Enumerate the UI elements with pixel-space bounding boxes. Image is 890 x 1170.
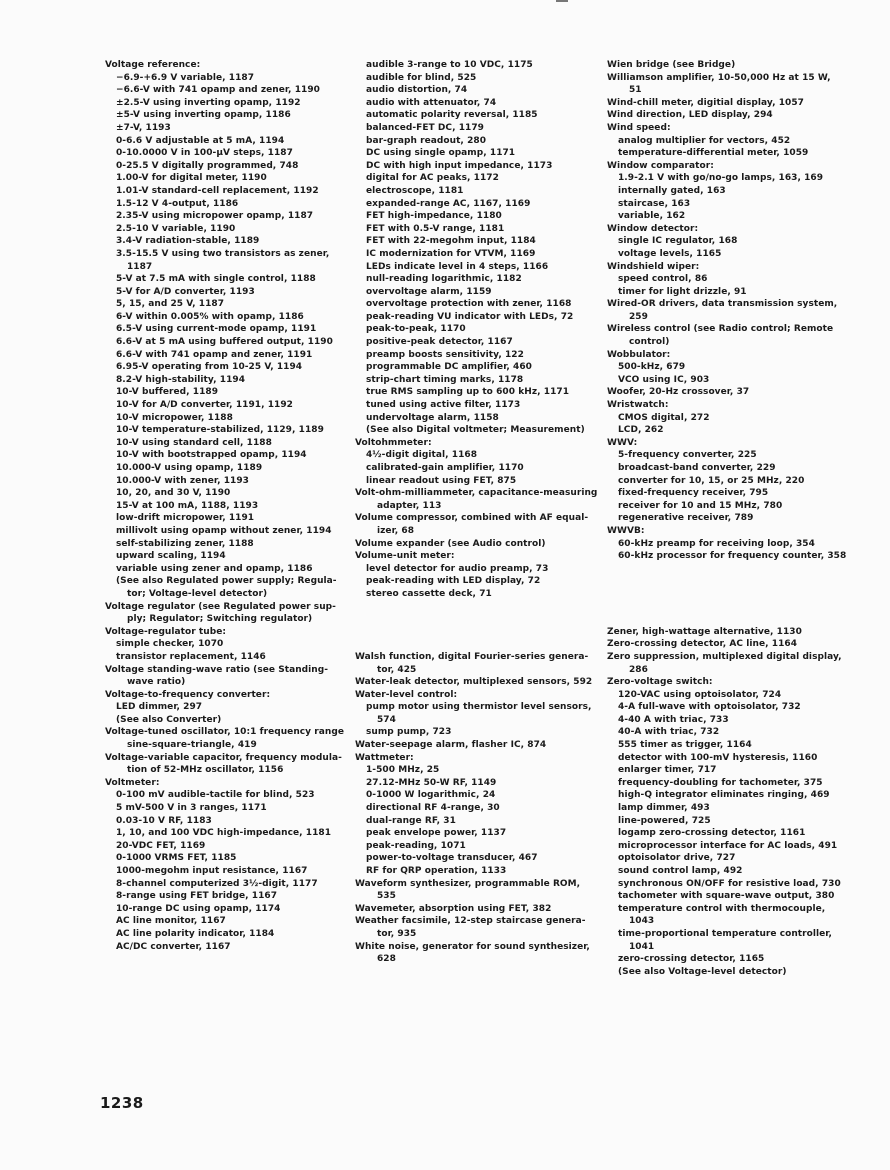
index-entry: CMOS digital, 272	[618, 412, 710, 423]
index-entry: calibrated-gain amplifier, 1170	[366, 463, 524, 473]
index-entry: (See also Converter)	[116, 714, 222, 725]
index-entry: transistor replacement, 1146	[116, 651, 266, 662]
index-entry: 1.01-V standard-cell replacement, 1192	[116, 185, 319, 196]
section-gap	[607, 601, 857, 614]
index-entry: sound control lamp, 492	[618, 866, 743, 876]
index-entry: dual-range RF, 31	[366, 815, 456, 826]
index-entry: zero-crossing detector, 1165	[618, 954, 765, 965]
index-entry: temperature-differential meter, 1059	[618, 148, 809, 159]
index-entry: 0.03-10 V RF, 1183	[116, 815, 212, 826]
index-entry: 8-channel computerized 3½-digit, 1177	[116, 878, 318, 889]
index-column-left	[105, 59, 344, 953]
index-entry: directional RF 4-range, 30	[366, 803, 500, 814]
index-entry: FET with 0.5-V range, 1181	[366, 223, 505, 234]
index-entry: 0-6.6 V adjustable at 5 mA, 1194	[116, 135, 285, 146]
index-entry: 500-kHz, 679	[618, 362, 686, 373]
index-heading: Volume expander (see Audio control)	[355, 538, 546, 549]
index-entry: LCD, 262	[618, 425, 664, 436]
index-entry: 628	[377, 954, 396, 965]
index-entry: −6.9-+6.9 V variable, 1187	[116, 72, 255, 83]
index-entry: true RMS sampling up to 600 kHz, 1171	[366, 387, 570, 398]
index-heading: Water-leak detector, multiplexed sensors, 592	[355, 677, 593, 688]
index-heading: Voltage-variable capacitor, frequency modula-	[105, 752, 342, 763]
index-entry: tor; Voltage-level detector)	[127, 588, 268, 599]
index-entry: digital for AC peaks, 1172	[366, 173, 499, 184]
index-entry: variable using zener and opamp, 1186	[116, 563, 313, 574]
index-entry: 6.95-V operating from 10-25 V, 1194	[116, 362, 303, 373]
index-entry: 0-100 mV audible-tactile for blind, 523	[116, 790, 315, 801]
index-entry: 574	[377, 714, 396, 725]
index-entry: 10-V buffered, 1189	[116, 387, 219, 398]
index-heading: Waveform synthesizer, programmable ROM,	[355, 878, 581, 889]
section-gap	[607, 563, 857, 576]
index-entry: bar-graph readout, 280	[366, 135, 487, 146]
index-entry: 5 mV-500 V in 3 ranges, 1171	[116, 803, 267, 814]
index-entry: LEDs indicate level in 4 steps, 1166	[366, 261, 549, 272]
index-entry: 1, 10, and 100 VDC high-impedance, 1181	[116, 828, 332, 839]
index-entry: overvoltage alarm, 1159	[366, 286, 492, 297]
index-heading: Water-level control:	[355, 689, 458, 700]
index-entry: 6.6-V with 741 opamp and zener, 1191	[116, 349, 313, 360]
index-heading: Wristwatch:	[607, 400, 669, 411]
index-heading: Walsh function, digital Fourier-series genera-	[355, 651, 589, 662]
index-entry: 60-kHz processor for frequency counter, 358	[618, 551, 847, 562]
index-entry: 0-25.5 V digitally programmed, 748	[116, 160, 299, 171]
index-entry: temperature control with thermocouple,	[618, 903, 826, 914]
index-entry: peak-to-peak, 1170	[366, 324, 466, 335]
index-entry: single IC regulator, 168	[618, 236, 738, 247]
index-entry: analog multiplier for vectors, 452	[618, 135, 791, 146]
index-entry: upward scaling, 1194	[116, 551, 226, 562]
index-entry: 4-40 A with triac, 733	[618, 714, 729, 725]
index-entry: 6-V within 0.005% with opamp, 1186	[116, 311, 304, 322]
index-entry: AC line polarity indicator, 1184	[116, 928, 275, 939]
index-entry: 0-10.0000 V in 100-μV steps, 1187	[116, 148, 293, 159]
index-heading: Wind direction, LED display, 294	[607, 110, 773, 121]
index-entry: 60-kHz preamp for receiving loop, 354	[618, 538, 815, 549]
index-entry: speed control, 86	[618, 274, 708, 285]
index-entry: 1000-megohm input resistance, 1167	[116, 866, 308, 876]
index-entry: 4-A full-wave with optoisolator, 732	[618, 702, 801, 713]
index-entry: audible 3-range to 10 VDC, 1175	[366, 60, 533, 70]
index-entry: 10.000-V using opamp, 1189	[116, 463, 263, 473]
index-entry: 259	[629, 311, 648, 322]
index-heading: Woofer, 20-Hz crossover, 37	[607, 387, 750, 398]
index-entry: ±7-V, 1193	[116, 122, 171, 133]
index-entry: 10-V temperature-stabilized, 1129, 1189	[116, 425, 324, 436]
index-heading: Water-seepage alarm, flasher IC, 874	[355, 740, 547, 751]
index-entry: 4½-digit digital, 1168	[366, 450, 478, 461]
index-entry: 27.12-MHz 50-W RF, 1149	[366, 777, 497, 788]
index-heading: Voltage reference:	[105, 60, 201, 70]
index-entry: line-powered, 725	[618, 815, 711, 826]
index-entry: broadcast-band converter, 229	[618, 463, 776, 473]
index-entry: (See also Regulated power supply; Regula-	[116, 576, 337, 587]
index-entry: 555 timer as trigger, 1164	[618, 740, 752, 751]
index-entry: 10-range DC using opamp, 1174	[116, 903, 281, 914]
index-entry: 6.6-V at 5 mA using buffered output, 1190	[116, 337, 333, 348]
index-heading: Wavemeter, absorption using FET, 382	[355, 903, 552, 914]
index-entry: power-to-voltage transducer, 467	[366, 853, 538, 864]
index-heading: Voltmeter:	[105, 777, 160, 788]
index-entry: 1043	[629, 916, 655, 927]
index-entry: variable, 162	[618, 211, 686, 222]
index-entry: peak-reading with LED display, 72	[366, 576, 541, 587]
page-number: 1238	[100, 1094, 144, 1112]
index-entry: frequency-doubling for tachometer, 375	[618, 777, 823, 788]
section-gap	[607, 575, 857, 588]
index-heading: Wobbulator:	[607, 349, 671, 360]
index-entry: LED dimmer, 297	[116, 702, 203, 713]
index-heading: Volt-ohm-milliammeter, capacitance-measuring	[355, 488, 598, 499]
index-entry: ±5-V using inverting opamp, 1186	[116, 110, 291, 121]
index-entry: FET with 22-megohm input, 1184	[366, 236, 536, 247]
top-edge-mark	[556, 0, 568, 2]
index-heading: Wireless control (see Radio control; Remote	[607, 324, 834, 335]
index-heading: WWV:	[607, 437, 638, 448]
index-entry: timer for light drizzle, 91	[618, 286, 747, 297]
index-heading: Zero suppression, multiplexed digital display,	[607, 651, 842, 662]
index-entry: 10-V micropower, 1188	[116, 412, 233, 423]
index-entry: 3.5-15.5 V using two transistors as zener,	[116, 248, 330, 259]
index-heading: Wired-OR drivers, data transmission system,	[607, 299, 838, 310]
index-entry: peak-reading VU indicator with LEDs, 72	[366, 311, 574, 322]
section-gap	[355, 626, 595, 639]
index-entry: tion of 52-MHz oscillator, 1156	[127, 765, 284, 776]
index-entry: high-Q integrator eliminates ringing, 469	[618, 790, 830, 801]
index-entry: 1-500 MHz, 25	[366, 765, 440, 776]
index-entry: DC with high input impedance, 1173	[366, 160, 553, 171]
index-entry: detector with 100-mV hysteresis, 1160	[618, 752, 818, 763]
index-entry: stereo cassette deck, 71	[366, 588, 492, 599]
index-entry: programmable DC amplifier, 460	[366, 362, 532, 373]
index-entry: sump pump, 723	[366, 727, 452, 738]
section-gap	[355, 613, 595, 626]
index-entry: self-stabilizing zener, 1188	[116, 538, 254, 549]
index-entry: 2.5-10 V variable, 1190	[116, 223, 236, 234]
index-heading: Zero-voltage switch:	[607, 677, 713, 688]
index-entry: 5-frequency converter, 225	[618, 450, 757, 461]
index-entry: RF for QRP operation, 1133	[366, 866, 507, 876]
index-entry: DC using single opamp, 1171	[366, 148, 516, 159]
index-entry: 10, 20, and 30 V, 1190	[116, 488, 231, 499]
index-entry: peak-reading, 1071	[366, 840, 466, 851]
index-entry: ±2.5-V using inverting opamp, 1192	[116, 97, 301, 108]
index-heading: Wattmeter:	[355, 752, 414, 763]
index-entry: 286	[629, 664, 648, 675]
index-entry: fixed-frequency receiver, 795	[618, 488, 769, 499]
index-entry: synchronous ON/OFF for resistive load, 730	[618, 878, 841, 889]
index-heading: Zero-crossing detector, AC line, 1164	[607, 639, 798, 650]
index-entry: 40-A with triac, 732	[618, 727, 720, 738]
index-entry: balanced-FET DC, 1179	[366, 122, 484, 133]
index-entry: VCO using IC, 903	[618, 374, 710, 385]
index-heading: WWVB:	[607, 525, 645, 536]
index-entry: 10-V for A/D converter, 1191, 1192	[116, 400, 293, 411]
index-entry: automatic polarity reversal, 1185	[366, 110, 538, 121]
index-entry: wave ratio)	[127, 677, 186, 688]
index-entry: 1.9-2.1 V with go/no-go lamps, 163, 169	[618, 173, 824, 184]
index-heading: Voltage-to-frequency converter:	[105, 689, 271, 700]
index-entry: 8.2-V high-stability, 1194	[116, 374, 246, 385]
index-entry: 15-V at 100 mA, 1188, 1193	[116, 500, 259, 511]
index-heading: Williamson amplifier, 10-50,000 Hz at 15 W,	[607, 72, 831, 83]
index-entry: 1041	[629, 941, 655, 952]
index-entry: IC modernization for VTVM, 1169	[366, 248, 536, 259]
index-entry: enlarger timer, 717	[618, 765, 717, 776]
index-column-right	[607, 59, 857, 978]
index-heading: Wien bridge (see Bridge)	[607, 60, 736, 70]
index-entry: peak envelope power, 1137	[366, 828, 507, 839]
index-heading: Voltage standing-wave ratio (see Standing-	[105, 664, 329, 675]
index-entry: electroscope, 1181	[366, 185, 464, 196]
section-gap	[355, 638, 595, 651]
index-entry: 120-VAC using optoisolator, 724	[618, 689, 782, 700]
index-heading: White noise, generator for sound synthesizer,	[355, 941, 590, 952]
index-entry: izer, 68	[377, 525, 415, 536]
index-heading: Window comparator:	[607, 160, 714, 171]
index-entry: 20-VDC FET, 1169	[116, 840, 206, 851]
index-entry: positive-peak detector, 1167	[366, 337, 513, 348]
section-gap	[607, 588, 857, 601]
index-heading: Windshield wiper:	[607, 261, 700, 272]
index-entry: 10.000-V with zener, 1193	[116, 475, 249, 486]
index-heading: Voltohmmeter:	[355, 437, 432, 448]
index-entry: ply; Regulator; Switching regulator)	[127, 614, 313, 625]
index-entry: tachometer with square-wave output, 380	[618, 891, 835, 902]
index-entry: 5, 15, and 25 V, 1187	[116, 299, 225, 310]
index-heading: Wind speed:	[607, 122, 671, 133]
index-entry: strip-chart timing marks, 1178	[366, 374, 524, 385]
index-heading: Volume compressor, combined with AF equal-	[355, 513, 589, 524]
index-entry: simple checker, 1070	[116, 639, 224, 650]
section-gap	[607, 613, 857, 626]
index-entry: voltage levels, 1165	[618, 248, 722, 259]
index-entry: audio with attenuator, 74	[366, 97, 497, 108]
index-entry: audio distortion, 74	[366, 85, 468, 96]
index-heading: Voltage-regulator tube:	[105, 626, 227, 637]
index-entry: 0-1000 W logarithmic, 24	[366, 790, 496, 801]
index-entry: undervoltage alarm, 1158	[366, 412, 499, 423]
index-entry: 0-1000 VRMS FET, 1185	[116, 853, 237, 864]
index-entry: 2.35-V using micropower opamp, 1187	[116, 211, 314, 222]
index-entry: 1.00-V for digital meter, 1190	[116, 173, 267, 184]
index-entry: tor, 935	[377, 928, 417, 939]
index-entry: FET high-impedance, 1180	[366, 211, 502, 222]
index-entry: expanded-range AC, 1167, 1169	[366, 198, 531, 209]
index-entry: 1.5-12 V 4-output, 1186	[116, 198, 239, 209]
index-entry: staircase, 163	[618, 198, 691, 209]
index-entry: AC/DC converter, 1167	[116, 941, 231, 952]
index-heading: Window detector:	[607, 223, 699, 234]
index-entry: 535	[377, 891, 396, 902]
index-entry: internally gated, 163	[618, 185, 726, 196]
index-entry: 5-V for A/D converter, 1193	[116, 286, 255, 297]
index-entry: converter for 10, 15, or 25 MHz, 220	[618, 475, 805, 486]
index-entry: adapter, 113	[377, 500, 442, 511]
index-entry: optoisolator drive, 727	[618, 853, 736, 864]
index-entry: sine-square-triangle, 419	[127, 740, 257, 751]
index-entry: tuned using active filter, 1173	[366, 400, 521, 411]
index-entry: lamp dimmer, 493	[618, 803, 710, 814]
index-entry: logamp zero-crossing detector, 1161	[618, 828, 806, 839]
index-entry: 3.4-V radiation-stable, 1189	[116, 236, 260, 247]
index-entry: tor, 425	[377, 664, 417, 675]
index-entry: −6.6-V with 741 opamp and zener, 1190	[116, 85, 320, 96]
index-entry: low-drift micropower, 1191	[116, 513, 255, 524]
index-entry: 5-V at 7.5 mA with single control, 1188	[116, 274, 316, 285]
index-entry: 51	[629, 85, 642, 96]
index-entry: audible for blind, 525	[366, 72, 477, 83]
index-entry: receiver for 10 and 15 MHz, 780	[618, 500, 783, 511]
index-entry: level detector for audio preamp, 73	[366, 563, 549, 574]
index-entry: null-reading logarithmic, 1182	[366, 274, 522, 285]
index-entry: overvoltage protection with zener, 1168	[366, 299, 572, 310]
index-heading: Wind-chill meter, digitial display, 1057	[607, 97, 804, 108]
index-entry: linear readout using FET, 875	[366, 475, 517, 486]
index-column-middle	[355, 59, 598, 966]
index-heading: Voltage-tuned oscillator, 10:1 frequency range	[105, 727, 344, 738]
index-entry: 8-range using FET bridge, 1167	[116, 891, 278, 902]
index-entry: (See also Digital voltmeter; Measurement)	[366, 425, 585, 436]
index-heading: Voltage regulator (see Regulated power sup-	[105, 601, 336, 612]
index-entry: regenerative receiver, 789	[618, 513, 754, 524]
index-entry: 10-V using standard cell, 1188	[116, 437, 272, 448]
index-heading: Volume-unit meter:	[355, 551, 455, 562]
index-entry: millivolt using opamp without zener, 1194	[116, 525, 332, 536]
index-entry: time-proportional temperature controller,	[618, 928, 832, 939]
index-entry: 6.5-V using current-mode opamp, 1191	[116, 324, 317, 335]
index-entry: AC line monitor, 1167	[116, 916, 226, 927]
index-entry: preamp boosts sensitivity, 122	[366, 349, 524, 360]
index-entry: pump motor using thermistor level sensors,	[366, 702, 592, 713]
index-entry: (See also Voltage-level detector)	[618, 966, 787, 977]
section-gap	[355, 601, 595, 614]
index-entry: 10-V with bootstrapped opamp, 1194	[116, 450, 307, 461]
index-heading: Weather facsimile, 12-step staircase genera-	[355, 916, 586, 927]
index-heading: Zener, high-wattage alternative, 1130	[607, 626, 802, 637]
index-entry: 1187	[127, 261, 153, 272]
index-entry: control)	[629, 337, 670, 348]
index-entry: microprocessor interface for AC loads, 491	[618, 840, 838, 851]
